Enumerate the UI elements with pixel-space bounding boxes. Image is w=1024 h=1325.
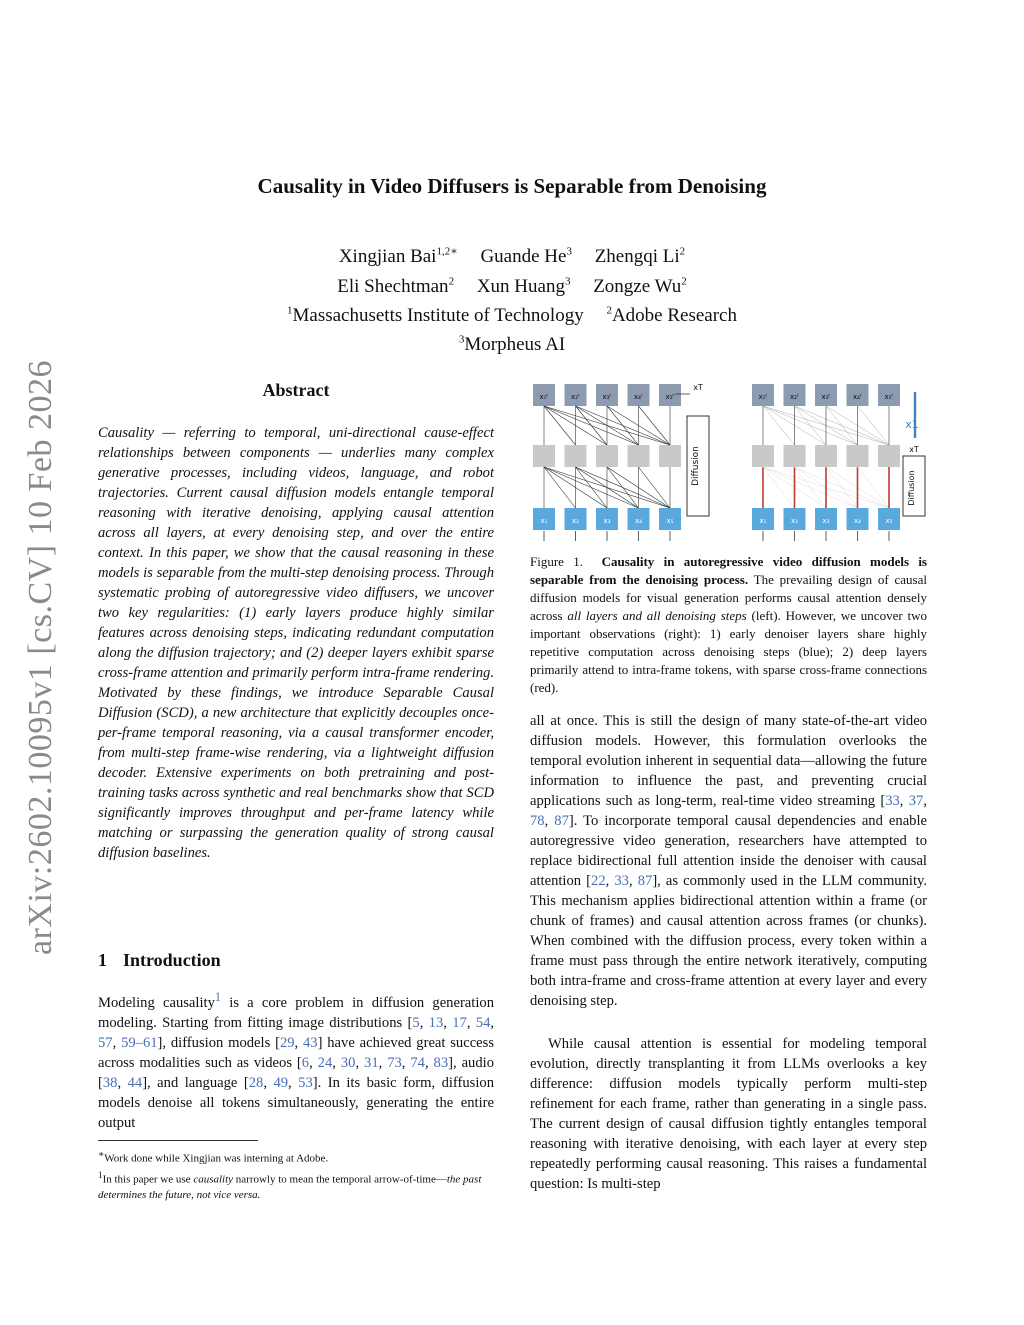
citation-link[interactable]: 13 bbox=[428, 1014, 444, 1031]
noisy-token-label: x₁ᵗ bbox=[539, 393, 549, 401]
attention-edge bbox=[826, 406, 858, 445]
attention-edge bbox=[544, 467, 576, 508]
paper-title: Causality in Video Diffusers is Separable from Denoising bbox=[257, 174, 767, 198]
affiliation-row-2 bbox=[0, 328, 1024, 357]
attention-edge bbox=[763, 406, 795, 445]
citation-link[interactable]: 54 bbox=[475, 1014, 491, 1031]
noisy-token-label: x₃ᵗ bbox=[821, 393, 831, 401]
citation-link[interactable]: 6 bbox=[301, 1054, 310, 1071]
citation-link[interactable]: 30 bbox=[340, 1054, 356, 1071]
citation-link[interactable]: 43 bbox=[303, 1034, 318, 1051]
layer-block bbox=[878, 445, 900, 467]
author: Xingjian Bai$^{1,2∗}$ bbox=[338, 246, 458, 268]
citation-link[interactable]: 22 bbox=[591, 873, 606, 889]
diffusion-label: Diffusion bbox=[907, 470, 916, 506]
attention-edge bbox=[826, 467, 858, 508]
citation-link[interactable]: 74 bbox=[410, 1054, 425, 1071]
citation-link[interactable]: 87 bbox=[554, 813, 569, 829]
author: Zongze Wu$^2$ bbox=[593, 275, 687, 297]
citation-link[interactable]: 44 bbox=[127, 1074, 143, 1091]
noisy-token-label: x₃ᵗ bbox=[602, 393, 612, 401]
clean-token-label: x₁ bbox=[540, 517, 548, 525]
clean-token-label: x₅ bbox=[885, 517, 893, 525]
clean-token-label: x₅ bbox=[666, 517, 674, 525]
citation-link[interactable]: 57 bbox=[98, 1034, 113, 1051]
noisy-token-label: x₂ᵗ bbox=[789, 393, 800, 401]
footnote-link[interactable]: 1 bbox=[214, 990, 221, 1004]
citation-link[interactable]: 29 bbox=[279, 1034, 295, 1051]
xt-label: xT bbox=[693, 383, 703, 392]
footnotes bbox=[98, 1146, 494, 1203]
citation-link[interactable]: 5 bbox=[412, 1014, 420, 1031]
citation-link[interactable]: 53 bbox=[298, 1074, 313, 1091]
author-row-2 bbox=[0, 269, 1024, 298]
abstract-text: Causality — referring to temporal, uni-directional cause-effect relationships between components — underlies many complex generative processes, including videos, language, and robot trajectories. Current causal diffusion models entangle temporal reasoning with iterative denoising, applying causal attention across all layers, at every denoising step, and over the entire context. In this paper, we show that the causal reasoning in these models is separable from the multi-step denoising process. Through systematic probing of autoregressive video diffusers, we uncover two key regularities: (1) early layers produce highly similar features across denoising steps, indicating redundant computation along the diffusion trajectory; and (2) deeper layers exhibit sparse cross-frame attention and primarily perform intra-frame rendering. Motivated by these findings, we introduce Separable Causal Diffusion (SCD), a new architecture that explicitly decouples once-per-frame temporal reasoning, via a causal transformer encoder, from multi-step frame-wise rendering, via a lightweight diffusion decoder. Extensive experiments on both pretraining and post-training tasks across synthetic and real benchmarks show that SCD significantly improves throughput and per-frame latency while matching or surpassing the generation quality of strong causal diffusion baselines. bbox=[98, 425, 494, 861]
attention-edge bbox=[858, 467, 890, 508]
section-title: Introduction bbox=[123, 950, 221, 970]
citation-link[interactable]: 73 bbox=[387, 1054, 402, 1071]
clean-token-label: x₄ bbox=[635, 517, 642, 525]
layer-block bbox=[847, 445, 869, 467]
author: Xun Huang$^3$ bbox=[476, 275, 571, 297]
noisy-token-label: x₄ᵗ bbox=[852, 393, 863, 401]
xt-label: xT bbox=[909, 445, 919, 454]
attention-edge bbox=[763, 467, 795, 508]
attention-edge bbox=[607, 406, 639, 445]
citation-link[interactable]: 28 bbox=[248, 1074, 264, 1091]
footnote-rule bbox=[98, 1140, 258, 1141]
author: Eli Shechtman$^2$ bbox=[337, 275, 455, 297]
x1-label: x1 bbox=[905, 418, 919, 431]
attention-edge bbox=[639, 467, 671, 508]
clean-token-label: x₃ bbox=[822, 517, 830, 525]
intro-paragraph: Modeling causality$^1$ is a core problem in diffusion generation modeling. Starting from fitting image distributions [5, 13, 17, 54, 57, 59–61], diffusion models [29, 43] have achieved great success across modalities such as videos [6, 24, 30, 31, 73, 74, 83], audio [38, 44], and language [28, 49, 53]. In its basic form, diffusion models denoise all tokens simultaneously, generating the entire output bbox=[98, 990, 495, 1131]
citation-link[interactable]: 78 bbox=[530, 813, 545, 829]
section-heading bbox=[98, 950, 494, 971]
citation-link[interactable]: 49 bbox=[273, 1074, 289, 1091]
layer-block bbox=[596, 445, 618, 467]
attention-edge bbox=[858, 406, 890, 445]
citation-link[interactable]: 87 bbox=[637, 873, 653, 889]
affiliation: $^1$Massachusetts Institute of Technology bbox=[287, 304, 584, 326]
clean-token-label: x₃ bbox=[603, 517, 611, 525]
figure-1-diagram bbox=[530, 378, 930, 543]
author-block bbox=[0, 240, 1024, 357]
noisy-token-label: x₂ᵗ bbox=[570, 393, 581, 401]
footnote-1: ∗Work done while Xingjian was interning at Adobe. bbox=[98, 1149, 329, 1165]
clean-token-label: x₂ bbox=[572, 517, 579, 525]
affiliation-row bbox=[0, 299, 1024, 328]
affiliation: $^3$Morpheus AI bbox=[458, 333, 566, 356]
author-row-1 bbox=[0, 240, 1024, 269]
attention-edge bbox=[607, 467, 639, 508]
attention-edge bbox=[576, 467, 608, 508]
abstract-heading: Abstract bbox=[262, 380, 330, 400]
attention-edge bbox=[576, 406, 608, 445]
citation-link[interactable]: 31 bbox=[364, 1054, 379, 1071]
arxiv-identifier: arXiv:2602.10095v1 [cs.CV] 10 Feb 2026 bbox=[22, 359, 59, 955]
citation-link[interactable]: 17 bbox=[452, 1014, 467, 1031]
citation-link[interactable]: 83 bbox=[433, 1054, 449, 1071]
citation-link[interactable]: 59–61 bbox=[121, 1034, 158, 1051]
body-paragraph: all at once. This is still the design of many state-of-the-art video diffusion models. However, this formulation overlooks the temporal evolution inherent in sequential data—allowing the future information to influence the past, and preventing crucial applications such as long-term, real-time video streaming [33, 37, 78, 87]. To incorporate temporal causal dependencies and enable autoregressive video generation, researchers have attempted to replace bidirectional full attention inside the denoiser with causal attention [22, 33, 87], as commonly used in the LLM community. This mechanism applies bidirectional attention within a frame (or chunk of frames) and causal attention across frames (or chunks). When combined with the diffusion process, every token within a frame must pass through the entire network iteratively, computing both intra-frame and cross-frame attention at every layer and every denoising step. bbox=[530, 713, 928, 1009]
footnote-2: $^1$In this paper we use causality narrowly to mean the temporal arrow-of-time—the past determines the future, not vice versa. bbox=[98, 1169, 482, 1202]
attention-edge bbox=[795, 406, 827, 445]
author: Guande He$^3$ bbox=[480, 246, 572, 268]
layer-block bbox=[533, 445, 555, 467]
citation-link[interactable]: 33 bbox=[885, 793, 900, 809]
section-number: 1 bbox=[98, 950, 107, 970]
clean-token-label: x₁ bbox=[759, 517, 767, 525]
noisy-token-label: x₅ᵗ bbox=[665, 393, 675, 401]
attention-edge bbox=[544, 406, 576, 445]
figure-caption: Figure 1. Causality in autoregressive video diffusion models is separable from the denoising process. The prevailing design of causal diffusion models for visual generation performs causal attention densely across all layers and all denoising steps (left). However, we uncover two important observations (right): 1) early denoiser layers share highly repetitive computation across denoising steps (blue); 2) deep layers primarily attend to intra-frame tokens, with sparse cross-frame connections (red). bbox=[530, 554, 927, 695]
attention-edge bbox=[795, 467, 827, 508]
layer-block bbox=[659, 445, 681, 467]
noisy-token-label: x₁ᵗ bbox=[758, 393, 768, 401]
diffusion-label: Diffusion bbox=[691, 446, 701, 486]
clean-token-label: x₂ bbox=[791, 517, 798, 525]
noisy-token-label: x₄ᵗ bbox=[633, 393, 644, 401]
author: Zhengqi Li$^2$ bbox=[594, 246, 686, 268]
citation-link[interactable]: 37 bbox=[908, 793, 924, 809]
attention-edge bbox=[639, 406, 671, 445]
citation-link[interactable]: 33 bbox=[614, 873, 629, 889]
layer-block bbox=[752, 445, 774, 467]
clean-token-label: x₄ bbox=[854, 517, 861, 525]
layer-block bbox=[784, 445, 806, 467]
body-paragraph: While causal attention is essential for modeling temporal evolution, directly transplanting it from LLMs overlooks a key difference: diffusion models typically perform multi-step refinement for each frame, rather than generating in a single pass. The current design of causal diffusion tightly entangles temporal reasoning with iterative denoising, with each layer at every step repeatedly performing causal reasoning. This raises a fundamental question: Is multi-step bbox=[530, 1036, 927, 1192]
affiliation: $^2$Adobe Research bbox=[606, 304, 737, 326]
layer-block bbox=[565, 445, 587, 467]
noisy-token-label: x₅ᵗ bbox=[884, 393, 894, 401]
citation-link[interactable]: 38 bbox=[102, 1074, 118, 1091]
layer-block bbox=[815, 445, 837, 467]
citation-link[interactable]: 24 bbox=[317, 1054, 333, 1071]
layer-block bbox=[628, 445, 650, 467]
